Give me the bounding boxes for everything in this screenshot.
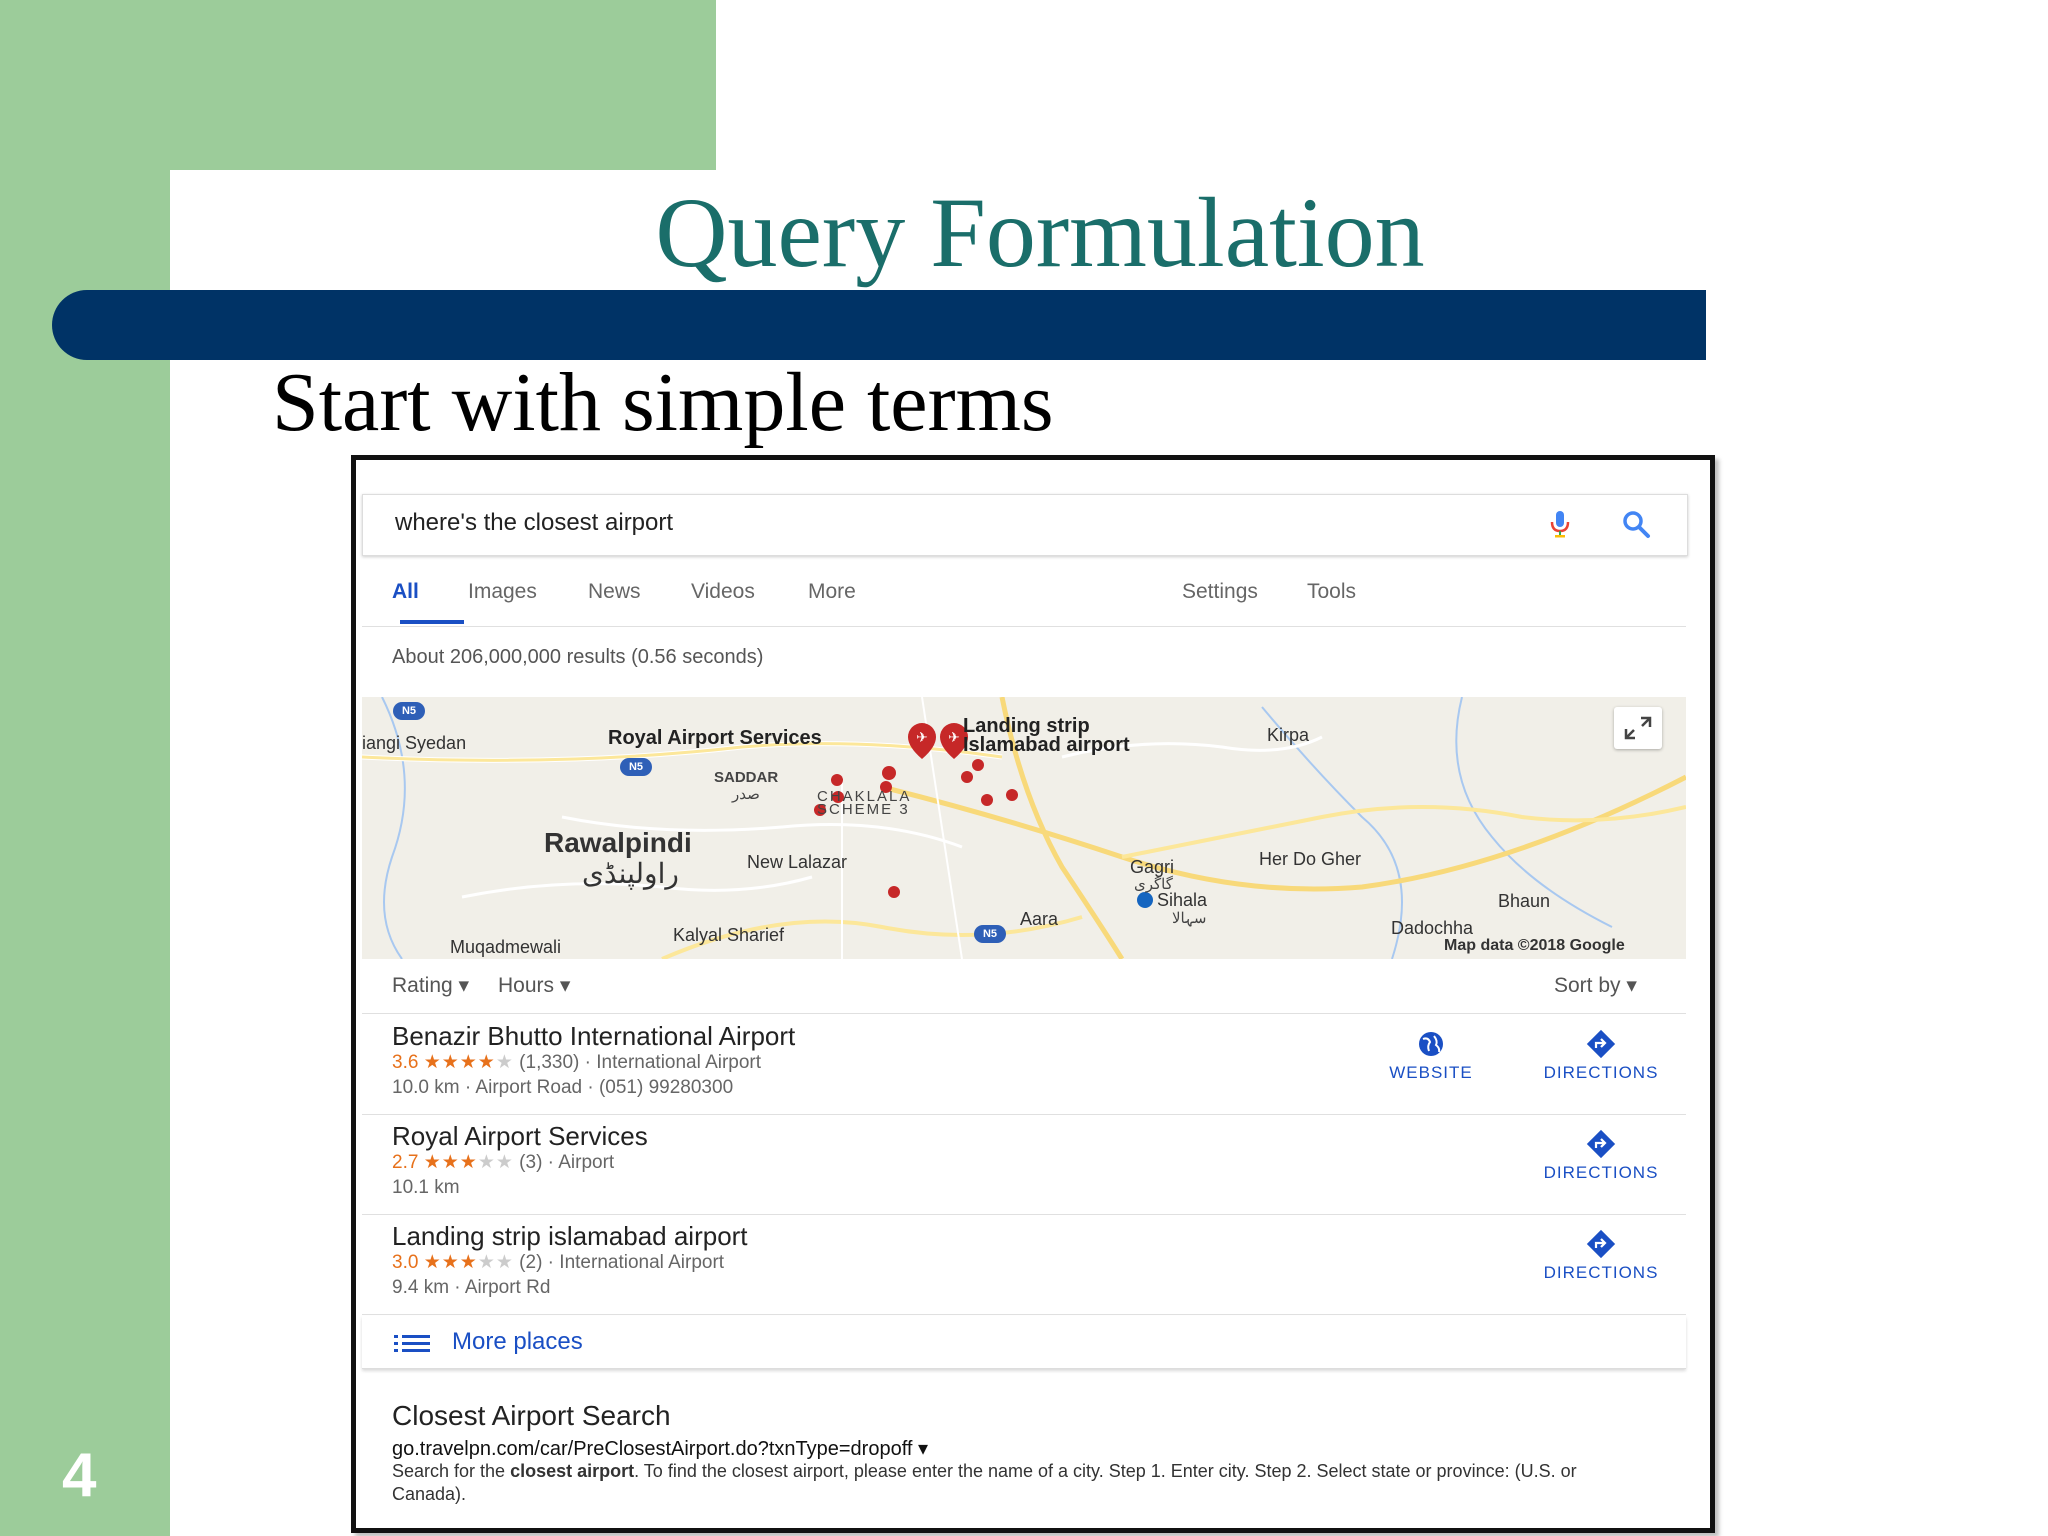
place-details: 9.4 km · Airport Rd xyxy=(392,1277,551,1298)
directions-button[interactable] xyxy=(1526,1029,1676,1083)
tab-videos[interactable]: Videos xyxy=(691,580,755,603)
map-panel[interactable] xyxy=(362,697,1686,959)
place-name[interactable]: Benazir Bhutto International Airport xyxy=(392,1021,796,1051)
tabs-divider xyxy=(362,626,1686,627)
place-details: 10.0 km · Airport Road · (051) 99280300 xyxy=(392,1077,734,1098)
map-label-saddar: SADDAR xyxy=(714,769,779,786)
filter-sort-by[interactable] xyxy=(1554,973,1637,998)
map-label-aara: Aara xyxy=(1020,909,1059,929)
map-expand-button[interactable] xyxy=(1614,707,1662,749)
website-button[interactable] xyxy=(1356,1029,1506,1083)
directions-icon xyxy=(1584,1129,1618,1159)
map-label-chaklala: CHAKLALA xyxy=(817,788,912,805)
rating-stars-empty: ★ xyxy=(495,1052,514,1073)
rating-stars-empty: ★★ xyxy=(477,1152,514,1173)
place-result[interactable] xyxy=(362,1115,1686,1215)
filter-hours-label: Hours xyxy=(498,974,555,997)
tab-more[interactable]: More xyxy=(808,580,856,603)
map-label-sihala-ur: سہالا xyxy=(1172,910,1207,927)
result-stats: About 206,000,000 results (0.56 seconds) xyxy=(392,646,764,668)
list-icon xyxy=(394,1334,430,1352)
map-label-dadochha: Dadochha xyxy=(1391,918,1474,938)
map-label-herdogher: Her Do Gher xyxy=(1259,849,1362,869)
rating-stars-filled: ★★★ xyxy=(423,1152,478,1173)
place-rating-line: 3.6 ★★★★★ (1,330) · International Airport xyxy=(392,1052,762,1073)
rating-stars-empty: ★★ xyxy=(477,1252,514,1273)
map-label-lalazar: New Lalazar xyxy=(747,852,848,872)
place-result[interactable] xyxy=(362,1015,1686,1115)
map-label-jhangi: iangi Syedan xyxy=(362,733,467,753)
globe-icon xyxy=(1414,1029,1448,1059)
more-places-link[interactable] xyxy=(362,1316,1686,1369)
directions-label: DIRECTIONS xyxy=(1543,1263,1659,1282)
place-rating-line: 2.7 ★★★★★ (3) · Airport xyxy=(392,1152,615,1173)
rating-value: 3.0 xyxy=(392,1252,419,1273)
rating-stars-filled: ★★★★ xyxy=(423,1052,496,1073)
directions-icon xyxy=(1584,1229,1618,1259)
directions-label: DIRECTIONS xyxy=(1543,1163,1659,1182)
search-input[interactable]: where's the closest airport xyxy=(395,509,674,536)
filter-hours[interactable] xyxy=(498,973,570,998)
rating-value: 3.6 xyxy=(392,1052,419,1073)
directions-button[interactable] xyxy=(1526,1229,1676,1283)
snippet-text: . To find the closest airport, please enter the name of a city. Step 1. Enter city. Step 2. Select state or province: (U.S. or Canada). xyxy=(392,1461,1577,1504)
expand-icon xyxy=(1614,707,1662,749)
active-tab-indicator xyxy=(400,620,464,624)
caret-down-icon: ▾ xyxy=(458,974,470,997)
map-label-rawalpindi: Rawalpindi xyxy=(544,827,692,858)
place-type: Airport xyxy=(558,1152,615,1173)
filter-bar xyxy=(362,973,1686,1011)
map-label-landing-1: Landing strip xyxy=(963,715,1090,737)
map-label-rawalpindi-ur: راولپنڈی xyxy=(582,858,679,889)
green-side-strip xyxy=(0,0,170,1536)
slide-page-number: 4 xyxy=(62,1441,97,1510)
place-details: 10.1 km xyxy=(392,1177,460,1198)
tab-settings[interactable]: Settings xyxy=(1182,580,1258,603)
review-count: (3) xyxy=(519,1152,543,1173)
filter-rating[interactable] xyxy=(392,973,469,998)
place-type: International Airport xyxy=(596,1052,762,1073)
map-label-saddar-ur: صدر xyxy=(732,786,760,803)
web-result-url[interactable]: go.travelpn.com/car/PreClosestAirport.do?txnType=dropoff ▾ xyxy=(392,1438,929,1460)
directions-button[interactable] xyxy=(1526,1129,1676,1183)
highway-badge: N5 xyxy=(620,758,652,776)
search-screenshot xyxy=(351,455,1715,1533)
web-result-title[interactable]: Closest Airport Search xyxy=(392,1400,671,1431)
review-count: (2) xyxy=(519,1252,543,1273)
map-label-gagri: Gagri xyxy=(1130,857,1175,877)
map-label-sihala: Sihala xyxy=(1157,890,1208,910)
map-label-kalyal: Kalyal Sharief xyxy=(673,925,785,945)
magnifier-icon[interactable] xyxy=(1619,507,1653,541)
rating-value: 2.7 xyxy=(392,1152,419,1173)
highway-badge: N5 xyxy=(393,702,425,720)
tab-all[interactable]: All xyxy=(392,580,419,603)
directions-label: DIRECTIONS xyxy=(1543,1063,1659,1082)
place-result[interactable] xyxy=(362,1215,1686,1315)
search-tabs xyxy=(362,580,1686,622)
slide-subtitle: Start with simple terms xyxy=(272,356,1054,449)
directions-icon xyxy=(1584,1029,1618,1059)
web-result-snippet xyxy=(392,1460,1652,1506)
svg-text:✈: ✈ xyxy=(948,730,960,746)
place-rating-line: 3.0 ★★★★★ (2) · International Airport xyxy=(392,1252,725,1273)
review-count: (1,330) xyxy=(519,1052,580,1073)
map-label-bhaun: Bhaun xyxy=(1498,891,1551,911)
place-name[interactable]: Royal Airport Services xyxy=(392,1121,648,1151)
map-credit: Map data ©2018 Google xyxy=(1444,937,1625,954)
caret-down-icon: ▾ xyxy=(1626,974,1637,997)
website-label: WEBSITE xyxy=(1389,1063,1473,1082)
filter-rating-label: Rating xyxy=(392,974,453,997)
tab-news[interactable]: News xyxy=(588,580,641,603)
title-divider-bar xyxy=(52,290,1706,360)
search-box[interactable] xyxy=(362,494,1688,556)
slide-title: Query Formulation xyxy=(655,177,1425,288)
snippet-text: Search for the xyxy=(392,1461,511,1481)
map-label-scheme: SCHEME 3 xyxy=(817,801,910,818)
map-label-royal: Royal Airport Services xyxy=(608,727,822,749)
tab-images[interactable]: Images xyxy=(468,580,537,603)
map-label-gagri-ur: گاگری xyxy=(1134,876,1173,893)
caret-down-icon: ▾ xyxy=(559,974,571,997)
map-label-muqadmewali: Muqadmewali xyxy=(450,937,562,957)
filters-divider xyxy=(362,1013,1686,1014)
place-type: International Airport xyxy=(559,1252,725,1273)
highway-badge: N5 xyxy=(974,925,1006,943)
map-label-landing-2: Islamabad airport xyxy=(963,734,1130,756)
rating-stars-filled: ★★★ xyxy=(423,1252,478,1273)
tab-tools[interactable]: Tools xyxy=(1307,580,1357,603)
place-name[interactable]: Landing strip islamabad airport xyxy=(392,1221,748,1251)
filter-sort-label: Sort by xyxy=(1554,974,1621,997)
map-label-kirpa: Kirpa xyxy=(1267,725,1310,745)
microphone-icon[interactable] xyxy=(1543,507,1577,541)
more-places-label: More places xyxy=(452,1328,583,1355)
svg-text:✈: ✈ xyxy=(916,730,928,746)
snippet-highlight: closest airport xyxy=(510,1461,635,1481)
